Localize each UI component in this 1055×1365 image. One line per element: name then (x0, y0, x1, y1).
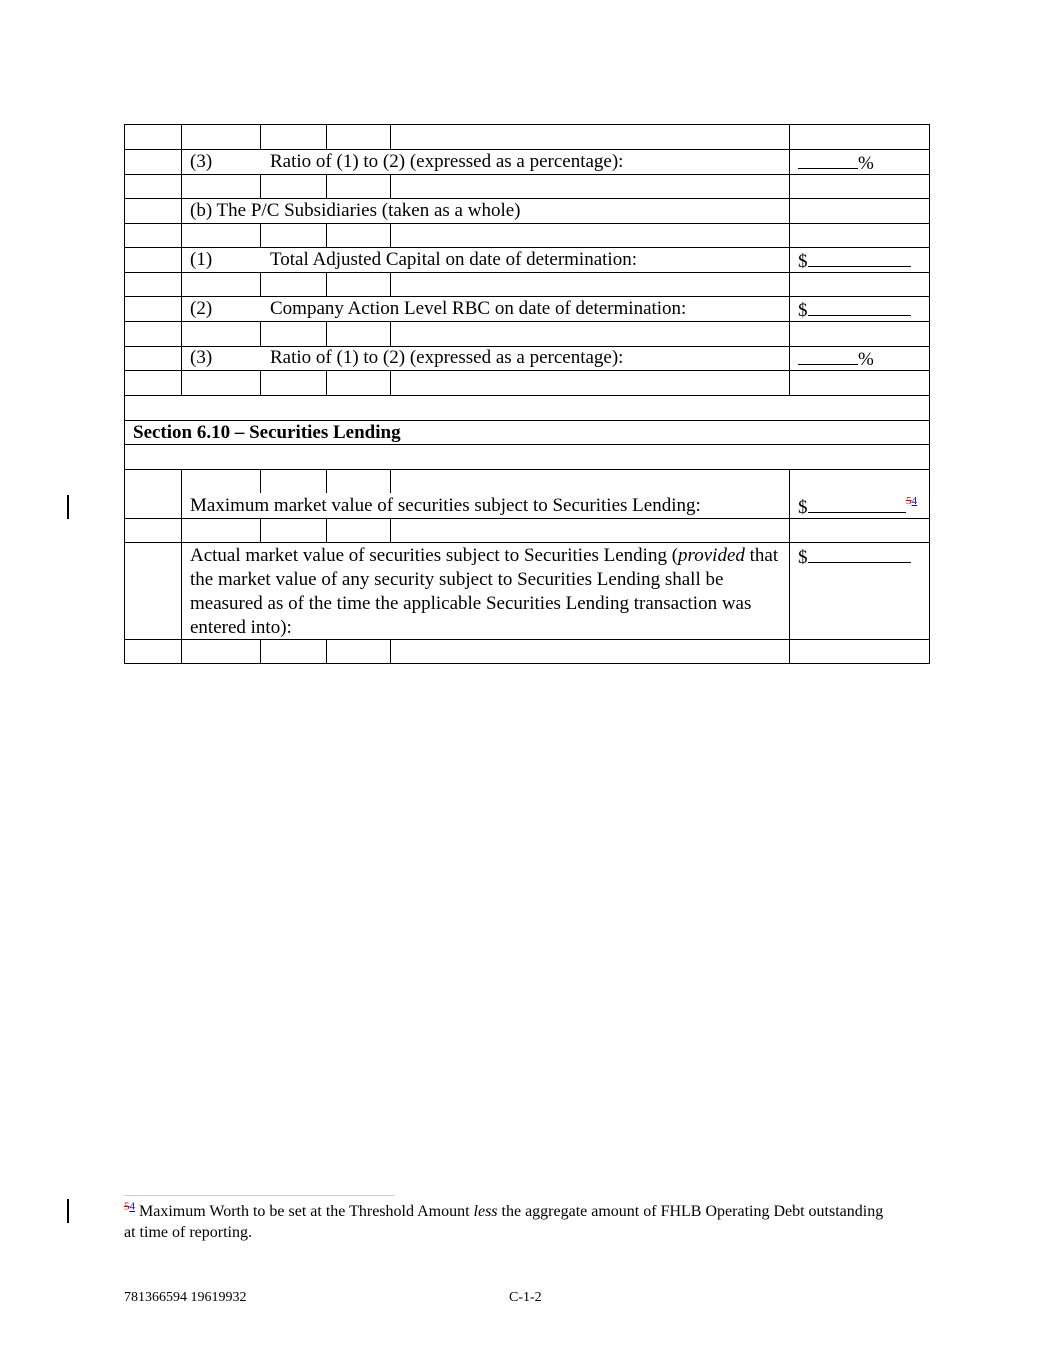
table-rule (260, 174, 261, 198)
label-italic: provided (678, 545, 745, 566)
dollar-sign: $ (798, 251, 808, 272)
row-number: (2) (190, 298, 213, 319)
table-rule (181, 469, 182, 664)
dollar-field (798, 297, 911, 323)
table-rule (789, 469, 790, 664)
table-rule (326, 469, 327, 493)
inserted-footnote-number: 4 (129, 1200, 135, 1213)
percentage-field (798, 150, 874, 176)
blank-line (808, 544, 911, 563)
row-label: Maximum market value of securities subject to Securities Lending: (190, 495, 701, 516)
dollar-field (798, 494, 906, 520)
blank-line (808, 494, 906, 513)
table-rule (326, 321, 327, 346)
label-text: Actual market value of securities subject to Securities Lending ( (190, 545, 679, 566)
blank-line (808, 248, 911, 267)
dollar-sign: $ (798, 300, 808, 321)
footnote-marker (124, 1201, 135, 1213)
inserted-footnote-number: 4 (911, 495, 917, 507)
subsection-heading: (b) The P/C Subsidiaries (taken as a whole) (190, 200, 521, 221)
revision-change-bar (67, 495, 69, 519)
row-number: (3) (190, 151, 213, 172)
table-rule (390, 321, 391, 346)
blank-line (798, 346, 858, 365)
table-rule (326, 174, 327, 198)
securities-table (124, 124, 930, 664)
row-number: (3) (190, 347, 213, 368)
row-label: Ratio of (1) to (2) (expressed as a percentage): (270, 347, 624, 368)
row-label-multiline (190, 544, 782, 640)
table-rule (260, 370, 261, 395)
table-rule (124, 542, 930, 543)
deleted-footnote-number: 5 (906, 495, 912, 507)
table-rule (124, 469, 930, 470)
table-rule (260, 469, 261, 493)
blank-line (798, 150, 858, 169)
footnote (124, 1201, 884, 1243)
footnote-reference[interactable] (906, 495, 917, 507)
row-number: (1) (190, 249, 213, 270)
page-number: C-1-2 (509, 1290, 542, 1305)
table-rule (124, 395, 930, 396)
table-rule (260, 223, 261, 247)
percent-sign: % (858, 153, 874, 174)
footnote-italic: less (473, 1203, 498, 1220)
row-label: Total Adjusted Capital on date of determination: (270, 249, 637, 270)
document-id: 781366594 19619932 (124, 1290, 247, 1305)
table-rule (260, 518, 261, 542)
deleted-footnote-number: 5 (124, 1200, 130, 1213)
row-label: Company Action Level RBC on date of determination: (270, 298, 687, 319)
section-heading: Section 6.10 – Securities Lending (133, 422, 401, 443)
table-rule (124, 223, 930, 224)
table-rule (390, 370, 391, 395)
table-border (124, 124, 125, 664)
table-rule (390, 469, 391, 493)
table-rule (390, 272, 391, 296)
footnote-separator (124, 1195, 394, 1196)
dollar-field (798, 544, 911, 570)
table-rule (124, 663, 930, 664)
percent-sign: % (858, 349, 874, 370)
blank-line (808, 297, 911, 316)
table-rule (260, 124, 261, 149)
table-rule (789, 124, 790, 395)
row-label: Ratio of (1) to (2) (expressed as a percentage): (270, 151, 624, 172)
table-rule (390, 174, 391, 198)
table-rule (260, 272, 261, 296)
table-rule (260, 639, 261, 664)
table-rule (326, 272, 327, 296)
dollar-sign: $ (798, 497, 808, 518)
table-rule (326, 223, 327, 247)
footnote-text: the aggregate amount of FHLB Operating Debt outstanding at time of reporting. (124, 1203, 884, 1241)
percentage-field (798, 346, 874, 372)
table-rule (326, 639, 327, 664)
table-rule (181, 124, 182, 395)
table-rule (390, 518, 391, 542)
dollar-sign: $ (798, 547, 808, 568)
table-rule (390, 639, 391, 664)
table-rule (326, 518, 327, 542)
table-rule (326, 370, 327, 395)
label-text: that the market value of any security subject to Securities Lending shall be measured as of the time the applicable Securities Lending transaction was entered into): (190, 545, 779, 638)
table-border (929, 124, 930, 664)
dollar-field (798, 248, 911, 274)
table-rule (390, 223, 391, 247)
revision-change-bar (67, 1199, 69, 1223)
table-rule (390, 124, 391, 149)
table-rule (326, 124, 327, 149)
table-rule (124, 124, 930, 125)
table-rule (260, 321, 261, 346)
footnote-text: Maximum Worth to be set at the Threshold Amount (135, 1203, 474, 1220)
